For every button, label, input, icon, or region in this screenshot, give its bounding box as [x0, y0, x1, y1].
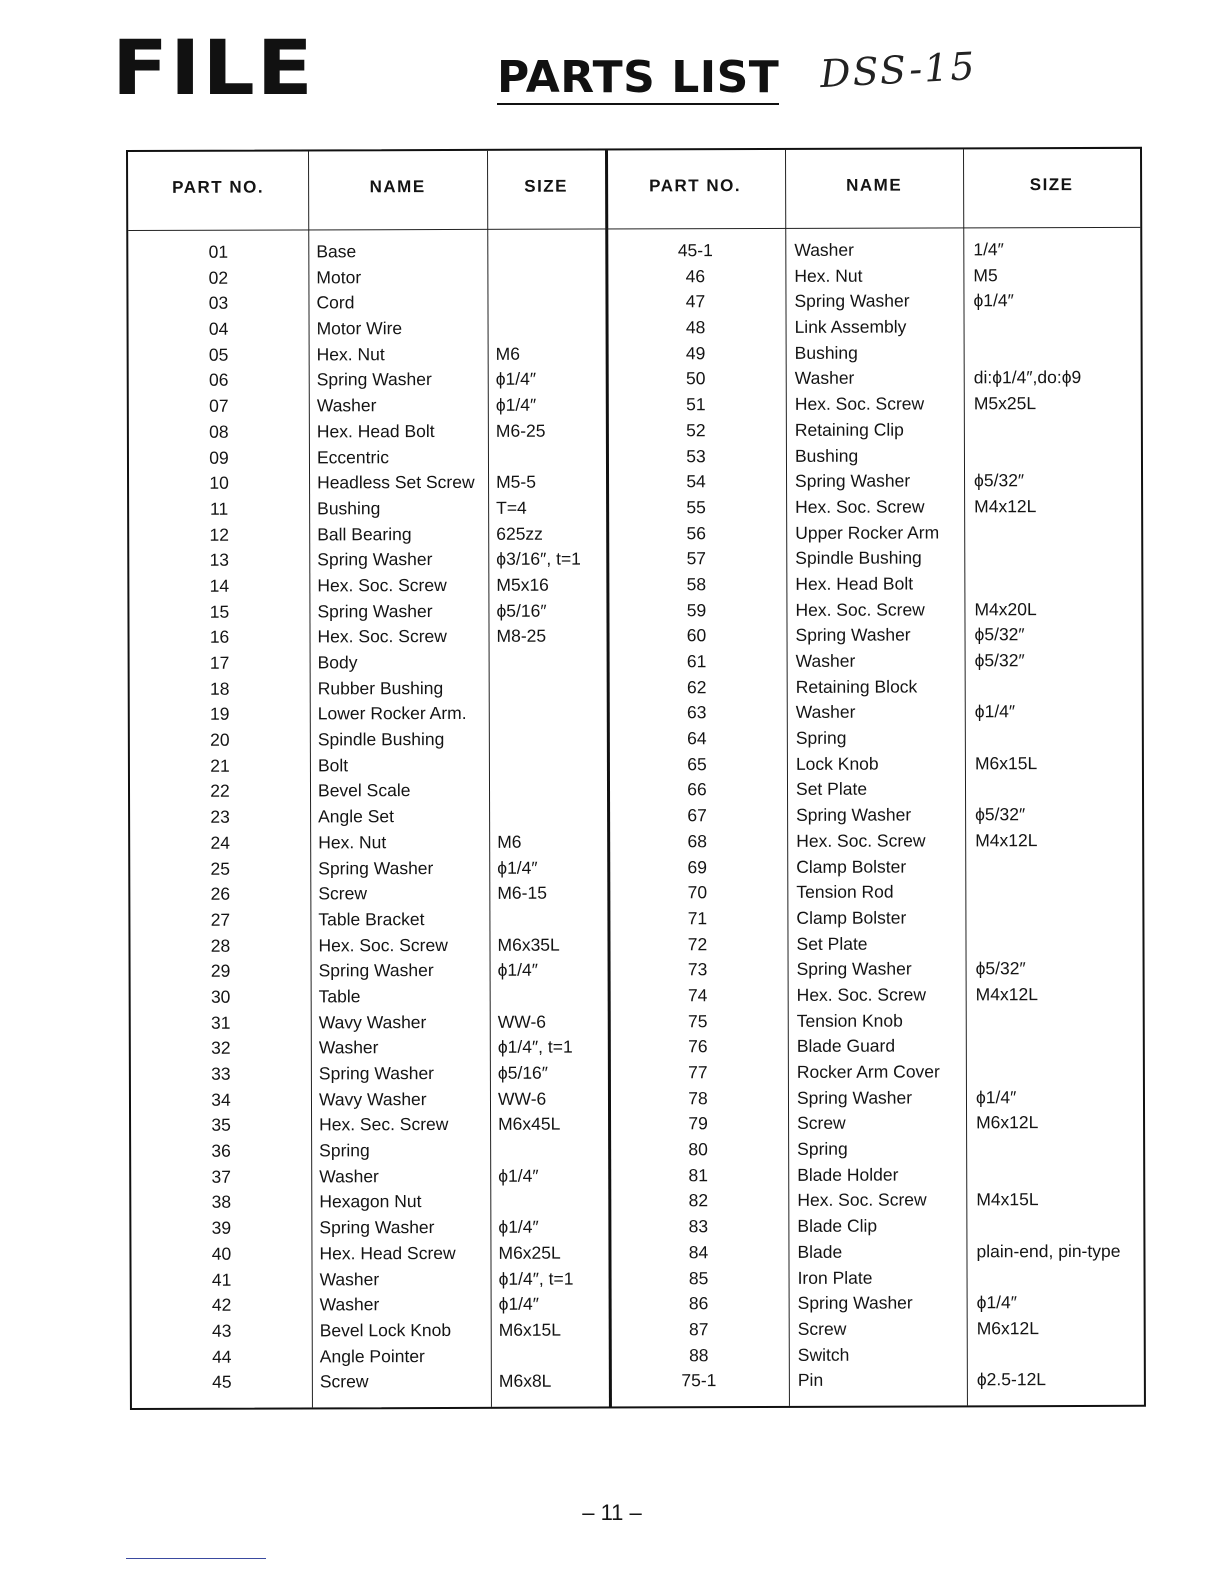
- table-row: [130, 699, 1142, 728]
- part-size-cell: ϕ1/4″: [497, 959, 538, 981]
- part-size-cell: M4x15L: [976, 1189, 1039, 1210]
- table-row: [129, 391, 1141, 420]
- page-title: PARTS LIST: [497, 52, 780, 103]
- part-name-cell: Set Plate: [796, 933, 868, 954]
- part-name-cell: Washer: [318, 1037, 379, 1058]
- part-name-cell: Spring Washer: [317, 549, 433, 570]
- handwritten-model-note: DSS-15: [818, 43, 978, 97]
- part-name-cell: Link Assembly: [794, 316, 907, 337]
- table-row: [130, 751, 1142, 780]
- footer-rule: [126, 1558, 266, 1559]
- table-row: [132, 1367, 1144, 1396]
- part-name-cell: Bevel Scale: [317, 780, 411, 801]
- part-no-cell: 33: [211, 1063, 231, 1084]
- table-row: [130, 879, 1142, 908]
- table-row: [129, 545, 1141, 574]
- part-name-cell: Lock Knob: [795, 753, 879, 774]
- part-no-cell: 45: [212, 1371, 232, 1392]
- part-name-cell: Spring Washer: [796, 1087, 913, 1108]
- part-name-cell: Spindle Bushing: [317, 729, 445, 750]
- part-size-cell: di:ϕ1/4″,do:ϕ9: [973, 367, 1082, 388]
- part-no-cell: 63: [687, 702, 707, 723]
- part-name-cell: Spring Washer: [796, 804, 912, 826]
- part-no-cell: 54: [686, 471, 706, 492]
- part-name-cell: Spring Washer: [797, 1292, 913, 1314]
- part-no-cell: 62: [686, 676, 707, 697]
- file-stamp: FILE: [112, 24, 315, 113]
- part-no-cell: 41: [211, 1269, 232, 1290]
- part-size-cell: ϕ5/16″: [496, 600, 547, 621]
- part-name-cell: Body: [317, 652, 358, 673]
- part-no-cell: 46: [685, 265, 706, 286]
- part-size-cell: M5x16: [496, 574, 549, 595]
- part-name-cell: Rocker Arm Cover: [796, 1061, 940, 1082]
- part-size-cell: ϕ5/16″: [497, 1062, 548, 1083]
- part-name-cell: Clamp Bolster: [796, 856, 907, 877]
- part-name-cell: Screw: [797, 1113, 846, 1134]
- table-row: [131, 1187, 1143, 1216]
- part-name-cell: Spring Washer: [317, 600, 433, 622]
- part-name-cell: Base: [316, 241, 357, 262]
- part-name-cell: Switch: [797, 1344, 850, 1365]
- part-size-cell: M5-5: [496, 471, 536, 493]
- part-no-cell: 21: [210, 755, 230, 776]
- part-size-cell: M6x35L: [497, 934, 560, 955]
- part-no-cell: 72: [687, 933, 708, 954]
- part-name-cell: Washer: [794, 239, 855, 260]
- table-row: [131, 982, 1143, 1011]
- header-name-right: NAME: [846, 175, 903, 195]
- part-name-cell: Spring Washer: [794, 290, 910, 312]
- part-name-cell: Spring: [797, 1138, 848, 1159]
- part-size-cell: ϕ1/4″: [495, 369, 537, 390]
- part-size-cell: M6: [495, 343, 520, 364]
- part-no-cell: 03: [208, 293, 229, 314]
- part-name-cell: Screw: [318, 883, 367, 904]
- part-size-cell: M6x25L: [498, 1242, 561, 1263]
- part-name-cell: Cord: [316, 292, 355, 313]
- part-no-cell: 12: [209, 524, 229, 545]
- part-no-cell: 16: [209, 626, 230, 648]
- part-no-cell: 74: [687, 985, 708, 1006]
- part-no-cell: 55: [686, 497, 706, 518]
- part-no-cell: 18: [209, 678, 230, 699]
- part-name-cell: Retaining Clip: [794, 419, 904, 440]
- part-name-cell: Retaining Block: [795, 676, 918, 697]
- part-no-cell: 79: [688, 1113, 708, 1134]
- part-no-cell: 23: [210, 806, 230, 827]
- part-size-cell: ϕ5/32″: [974, 650, 1025, 671]
- part-no-cell: 36: [211, 1140, 231, 1161]
- part-no-cell: 76: [688, 1036, 708, 1057]
- table-row: [128, 263, 1140, 292]
- table-row: [130, 828, 1142, 857]
- part-name-cell: Bushing: [794, 342, 858, 363]
- part-no-cell: 11: [210, 498, 229, 519]
- part-no-cell: 83: [688, 1216, 709, 1237]
- part-name-cell: Washer: [795, 702, 856, 723]
- part-name-cell: Bushing: [794, 445, 859, 466]
- part-size-cell: M6x15L: [974, 752, 1038, 774]
- part-name-cell: Washer: [319, 1165, 379, 1187]
- part-name-cell: Hex. Nut: [316, 343, 385, 365]
- part-no-cell: 66: [687, 779, 707, 800]
- part-size-cell: M6: [497, 831, 522, 852]
- part-no-cell: 28: [210, 935, 231, 956]
- part-size-cell: M6x8L: [498, 1370, 552, 1392]
- part-no-cell: 32: [211, 1037, 231, 1059]
- part-no-cell: 08: [209, 421, 229, 442]
- part-size-cell: M5: [973, 264, 998, 286]
- part-size-cell: T=4: [496, 497, 527, 518]
- part-no-cell: 84: [688, 1241, 709, 1263]
- part-no-cell: 51: [686, 394, 706, 415]
- table-row: [129, 571, 1141, 600]
- part-no-cell: 37: [211, 1166, 231, 1187]
- part-no-cell: 80: [688, 1139, 708, 1160]
- part-name-cell: Blade Guard: [796, 1035, 896, 1057]
- part-name-cell: Washer: [795, 650, 856, 671]
- part-name-cell: Clamp Bolster: [796, 907, 907, 928]
- part-no-cell: 47: [685, 291, 706, 312]
- part-size-cell: M6x15L: [498, 1319, 562, 1340]
- part-no-cell: 20: [210, 729, 230, 750]
- part-no-cell: 01: [208, 241, 229, 262]
- part-no-cell: 71: [687, 908, 708, 929]
- part-no-cell: 26: [210, 883, 231, 904]
- part-name-cell: Spring: [319, 1140, 370, 1161]
- part-no-cell: 85: [688, 1267, 709, 1288]
- part-no-cell: 35: [211, 1115, 231, 1136]
- part-size-cell: ϕ1/4″: [498, 1293, 539, 1315]
- part-no-cell: 86: [688, 1293, 709, 1314]
- table-row: [129, 494, 1141, 523]
- part-name-cell: Table: [318, 986, 361, 1007]
- table-row: [128, 237, 1140, 266]
- part-name-cell: Upper Rocker Arm: [795, 522, 940, 543]
- table-row: [130, 802, 1142, 831]
- part-size-cell: ϕ1/4″, t=1: [497, 1036, 573, 1058]
- part-no-cell: 39: [211, 1217, 232, 1238]
- table-row: [132, 1264, 1144, 1293]
- part-no-cell: 24: [210, 832, 230, 853]
- part-no-cell: 69: [687, 856, 708, 877]
- part-name-cell: Hex. Head Bolt: [795, 573, 914, 594]
- table-row: [129, 314, 1141, 343]
- part-name-cell: Hex. Soc. Screw: [796, 984, 927, 1005]
- part-size-cell: M4x12L: [975, 984, 1038, 1005]
- part-no-cell: 87: [688, 1319, 709, 1340]
- part-no-cell: 27: [210, 909, 231, 930]
- part-name-cell: Blade Holder: [797, 1164, 899, 1185]
- part-name-cell: Bushing: [317, 498, 381, 519]
- part-no-cell: 52: [686, 419, 706, 441]
- part-no-cell: 82: [688, 1190, 709, 1211]
- table-row: [131, 1084, 1143, 1113]
- table-row: [131, 1059, 1143, 1088]
- part-no-cell: 67: [687, 805, 707, 826]
- table-row: [131, 1213, 1143, 1242]
- part-name-cell: Hex. Head Screw: [319, 1242, 456, 1264]
- part-name-cell: Angle Set: [318, 806, 395, 827]
- part-size-cell: M8-25: [496, 625, 547, 647]
- part-name-cell: Spring Washer: [319, 1217, 435, 1238]
- part-name-cell: Blade Clip: [797, 1215, 878, 1237]
- table-row: [131, 1007, 1143, 1036]
- part-no-cell: 42: [211, 1294, 232, 1315]
- table-row: [130, 725, 1142, 754]
- part-name-cell: Hex. Soc. Screw: [794, 393, 925, 415]
- part-name-cell: Washer: [319, 1294, 380, 1315]
- part-size-cell: ϕ1/4″: [974, 701, 1016, 722]
- part-no-cell: 44: [212, 1346, 232, 1367]
- part-name-cell: Wavy Washer: [318, 1011, 427, 1033]
- table-row: [131, 1033, 1143, 1062]
- part-name-cell: Spring Washer: [318, 960, 434, 981]
- part-no-cell: 40: [211, 1243, 232, 1264]
- header-name-left: NAME: [369, 177, 426, 197]
- part-name-cell: Bevel Lock Knob: [319, 1319, 452, 1341]
- part-no-cell: 43: [211, 1320, 232, 1341]
- part-name-cell: Set Plate: [795, 779, 868, 800]
- part-name-cell: Lower Rocker Arm.: [317, 703, 467, 724]
- part-name-cell: Spring Washer: [318, 1063, 435, 1084]
- table-row: [128, 288, 1140, 317]
- part-size-cell: M6-25: [495, 420, 546, 441]
- part-no-cell: 13: [209, 549, 230, 570]
- part-no-cell: 77: [688, 1062, 708, 1083]
- part-size-cell: ϕ1/4″: [498, 1216, 539, 1237]
- part-name-cell: Hex. Soc. Screw: [796, 830, 926, 851]
- part-no-cell: 09: [209, 447, 229, 468]
- part-no-cell: 22: [210, 781, 230, 802]
- part-name-cell: Spring Washer: [795, 470, 911, 492]
- table-row: [132, 1290, 1144, 1319]
- part-size-cell: ϕ5/32″: [974, 624, 1025, 645]
- part-name-cell: Hex. Soc. Screw: [795, 496, 925, 517]
- part-name-cell: Hex. Sec. Screw: [319, 1114, 449, 1135]
- page-number: – 11 –: [582, 1500, 642, 1525]
- table-row: [131, 1110, 1143, 1139]
- part-name-cell: Rubber Bushing: [317, 677, 444, 699]
- part-no-cell: 58: [686, 574, 707, 595]
- part-name-cell: Wavy Washer: [318, 1088, 427, 1110]
- part-size-cell: M6x12L: [976, 1318, 1040, 1339]
- part-no-cell: 81: [688, 1164, 708, 1185]
- part-name-cell: Washer: [316, 395, 377, 416]
- part-no-cell: 29: [210, 960, 231, 981]
- part-no-cell: 60: [686, 625, 707, 646]
- part-size-cell: ϕ3/16″, t=1: [496, 548, 581, 570]
- part-size-cell: M4x12L: [975, 829, 1038, 851]
- part-size-cell: ϕ5/32″: [974, 470, 1025, 491]
- part-no-cell: 07: [209, 395, 229, 416]
- part-name-cell: Pin: [797, 1370, 824, 1391]
- part-size-cell: ϕ1/4″, t=1: [498, 1268, 574, 1289]
- part-size-cell: M6x45L: [498, 1114, 561, 1135]
- part-no-cell: 34: [211, 1089, 231, 1110]
- part-no-cell: 75-1: [681, 1370, 717, 1391]
- part-no-cell: 15: [209, 601, 230, 622]
- table-row: [132, 1316, 1144, 1345]
- header-size-right: SIZE: [1029, 175, 1074, 195]
- part-name-cell: Headless Set Screw: [317, 472, 475, 493]
- part-size-cell: M5x25L: [973, 393, 1037, 414]
- part-size-cell: M6x12L: [976, 1112, 1039, 1133]
- table-row: [131, 1239, 1143, 1268]
- part-size-cell: M6-15: [497, 882, 547, 904]
- part-name-cell: Washer: [794, 368, 855, 389]
- part-no-cell: 56: [686, 522, 706, 543]
- table-row: [129, 417, 1141, 446]
- part-size-cell: M4x20L: [974, 598, 1037, 619]
- table-row: [130, 776, 1142, 805]
- part-no-cell: 04: [208, 318, 229, 339]
- part-no-cell: 73: [687, 959, 708, 980]
- table-row: [129, 365, 1141, 394]
- part-no-cell: 38: [211, 1192, 232, 1213]
- part-no-cell: 75: [687, 1010, 708, 1031]
- part-no-cell: 10: [209, 472, 229, 493]
- part-size-cell: ϕ1/4″: [976, 1292, 1017, 1313]
- part-name-cell: Spring: [795, 727, 847, 748]
- table-row: [129, 519, 1141, 548]
- part-no-cell: 88: [689, 1344, 709, 1365]
- part-name-cell: Hex. Soc. Screw: [318, 934, 448, 955]
- part-name-cell: Angle Pointer: [319, 1345, 425, 1366]
- part-no-cell: 78: [688, 1087, 708, 1108]
- header-part-no-right: PART NO.: [649, 176, 742, 196]
- part-size-cell: WW-6: [497, 1011, 547, 1032]
- table-row: [130, 673, 1142, 702]
- table-row: [131, 1136, 1143, 1165]
- part-size-cell: ϕ1/4″: [498, 1165, 539, 1186]
- part-name-cell: Screw: [319, 1371, 369, 1392]
- part-size-cell: ϕ2.5-12L: [976, 1369, 1047, 1390]
- part-no-cell: 68: [687, 830, 707, 852]
- part-size-cell: M4x12L: [974, 496, 1037, 517]
- parts-table: [126, 147, 1146, 1410]
- part-no-cell: 05: [208, 344, 229, 365]
- part-name-cell: Hex. Soc. Screw: [317, 574, 447, 596]
- part-name-cell: Hex. Head Bolt: [316, 420, 435, 442]
- part-size-cell: ϕ1/4″: [975, 1086, 1017, 1108]
- part-name-cell: Hex. Nut: [318, 831, 387, 853]
- part-no-cell: 31: [210, 1012, 231, 1033]
- part-size-cell: plain-end, pin-type: [976, 1240, 1121, 1262]
- table-row: [129, 442, 1141, 471]
- table-row: [130, 853, 1142, 882]
- table-row: [129, 340, 1141, 369]
- part-no-cell: 02: [208, 267, 229, 288]
- part-name-cell: Screw: [797, 1318, 847, 1339]
- part-no-cell: 45-1: [677, 240, 713, 261]
- header-part-no-left: PART NO.: [172, 177, 265, 197]
- header-divider: [128, 227, 1140, 231]
- part-no-cell: 70: [687, 882, 708, 903]
- part-name-cell: Spring Washer: [318, 857, 434, 878]
- part-name-cell: Motor Wire: [316, 318, 403, 339]
- part-name-cell: Tension Knob: [796, 1010, 903, 1031]
- part-no-cell: 59: [686, 599, 707, 620]
- part-size-cell: ϕ1/4″: [497, 857, 538, 878]
- table-row: [129, 622, 1141, 651]
- part-size-cell: ϕ5/32″: [975, 958, 1026, 979]
- table-row: [132, 1341, 1144, 1370]
- part-name-cell: Hex. Soc. Screw: [795, 599, 925, 620]
- table-row: [131, 1162, 1143, 1191]
- part-no-cell: 19: [210, 704, 230, 725]
- part-no-cell: 64: [687, 728, 707, 749]
- part-name-cell: Hex. Soc. Screw: [317, 626, 447, 647]
- part-no-cell: 06: [208, 370, 229, 391]
- part-no-cell: 61: [686, 651, 707, 672]
- part-size-cell: 625zz: [496, 523, 543, 544]
- table-row: [129, 596, 1141, 625]
- part-no-cell: 17: [209, 652, 230, 673]
- parts-rows: [128, 237, 1144, 1396]
- part-no-cell: 48: [685, 317, 706, 338]
- part-name-cell: Hex. Nut: [794, 265, 863, 286]
- part-size-cell: ϕ1/4″: [495, 394, 537, 415]
- part-name-cell: Washer: [319, 1268, 380, 1289]
- part-name-cell: Spring Washer: [796, 958, 912, 980]
- part-no-cell: 49: [685, 342, 706, 363]
- part-size-cell: ϕ1/4″: [973, 290, 1014, 311]
- part-no-cell: 53: [686, 445, 706, 466]
- part-name-cell: Hex. Soc. Screw: [797, 1189, 927, 1211]
- part-name-cell: Spring Washer: [316, 369, 432, 390]
- part-no-cell: 57: [686, 548, 707, 569]
- part-no-cell: 30: [210, 986, 231, 1007]
- table-row: [130, 930, 1142, 959]
- table-row: [130, 905, 1142, 934]
- header-size-left: SIZE: [524, 176, 569, 196]
- part-name-cell: Tension Rod: [796, 881, 894, 903]
- table-row: [130, 648, 1142, 677]
- part-name-cell: Table Bracket: [318, 908, 425, 930]
- part-size-cell: WW-6: [497, 1088, 547, 1109]
- table-row: [129, 468, 1141, 497]
- part-no-cell: 50: [685, 368, 706, 389]
- part-name-cell: Hexagon Nut: [319, 1191, 422, 1212]
- part-name-cell: Spindle Bushing: [795, 547, 922, 569]
- part-name-cell: Ball Bearing: [317, 523, 412, 544]
- part-name-cell: Spring Washer: [795, 624, 911, 646]
- part-name-cell: Blade: [797, 1241, 843, 1262]
- part-size-cell: ϕ5/32″: [975, 804, 1026, 825]
- part-name-cell: Iron Plate: [797, 1267, 873, 1288]
- part-name-cell: Eccentric: [316, 446, 389, 467]
- part-name-cell: Motor: [316, 266, 362, 288]
- part-no-cell: 14: [209, 575, 230, 596]
- part-no-cell: 25: [210, 858, 231, 879]
- table-row: [131, 956, 1143, 985]
- part-size-cell: 1/4″: [973, 239, 1004, 260]
- part-no-cell: 65: [687, 753, 707, 774]
- part-name-cell: Bolt: [317, 755, 349, 776]
